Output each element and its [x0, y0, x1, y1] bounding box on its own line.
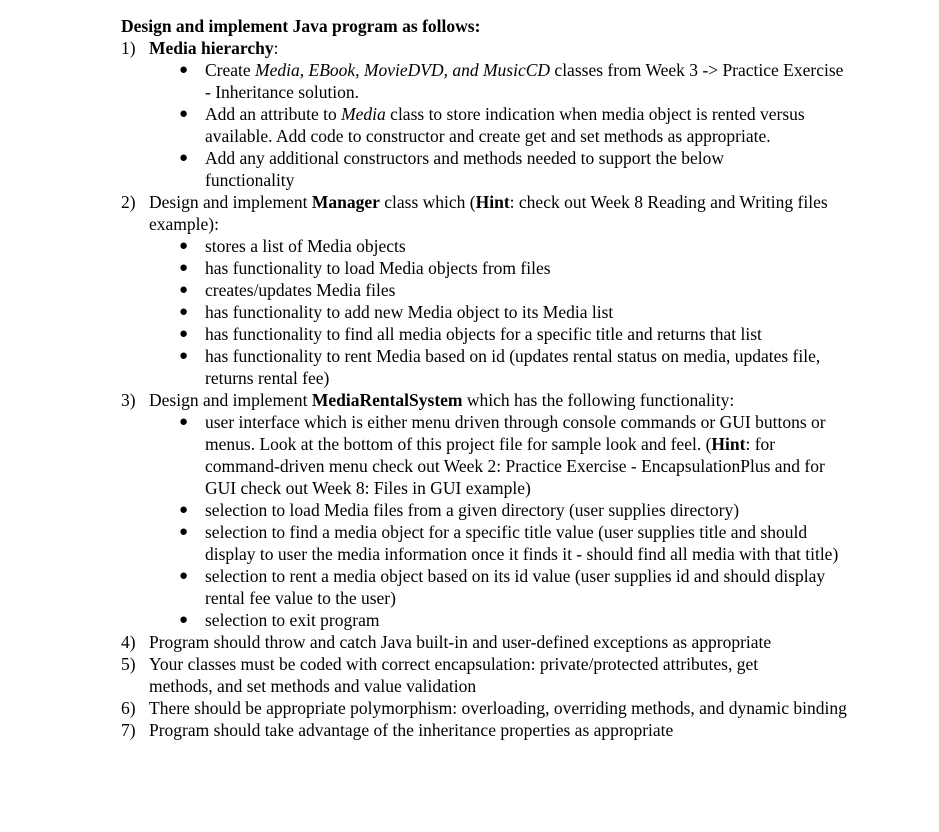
requirement-item-2: 2) Design and implement Manager class which (Hint: check out Week 8 Reading and Writing files example): ● stores a list of Media objects ● has functionality to load Media objects from files ● creates/updates Media files ● has functionality to add new Media object to its Media list ● has functionality to find all media objects for a specific title and returns that list ● has functionality to rent Media based on id (updates rental status on media, updates file, returns rental fee) — [121, 191, 921, 389]
list-item: ● Add any additional constructors and methods needed to support the below functionality — [179, 148, 725, 190]
list-item: ● selection to load Media files from a given directory (user supplies directory) — [179, 500, 740, 520]
requirement-item-6: 6) There should be appropriate polymorphism: overloading, overriding methods, and dynamic binding — [121, 698, 847, 718]
requirement-item-7: 7) Program should take advantage of the inheritance properties as appropriate — [121, 720, 674, 740]
class-name: MediaRentalSystem — [311, 390, 463, 410]
bullet-icon: ● — [179, 304, 189, 320]
item-number: 5) — [121, 654, 136, 674]
bullet-icon: ● — [179, 282, 189, 298]
item-heading: Media hierarchy — [149, 38, 274, 58]
list-item: ● creates/updates Media files — [179, 280, 396, 300]
document-page — [121, 15, 921, 741]
list-item: ● has functionality to add new Media object to its Media list — [179, 302, 614, 322]
list-item: ● Create Media, EBook, MovieDVD, and MusicCD classes from Week 3 -> Practice Exercise - Inheritance solution. — [179, 60, 844, 102]
list-item: ● selection to rent a media object based on its id value (user supplies id and should display rental fee value to the user) — [179, 566, 826, 608]
bullet-icon: ● — [179, 612, 189, 628]
class-name: Manager — [311, 192, 380, 212]
requirement-item-5: 5) Your classes must be coded with correct encapsulation: private/protected attributes, get methods, and set methods and value validation — [121, 654, 759, 696]
requirement-item-4: 4) Program should throw and catch Java built-in and user-defined exceptions as appropriate — [121, 632, 772, 652]
bullet-icon: ● — [179, 238, 189, 254]
list-item: ● has functionality to load Media objects from files — [179, 258, 551, 278]
requirement-item-1: 1) Media hierarchy: ● Create Media, EBook, MovieDVD, and MusicCD classes from Week 3 -> Practice Exercise - Inheritance solution. ● Add an attribute to Media class to store indication when media object is rented versus available. Add code to constructor and create get and set methods as appropriate. ● Add any additional constructors and methods needed to support the below functionality — [121, 37, 921, 191]
sub-list — [149, 59, 921, 191]
bullet-icon: ● — [179, 62, 189, 78]
list-item: ● selection to find a media object for a specific title value (user supplies title and should display to user the media information once it finds it - should find all media with that title) — [179, 522, 839, 564]
item-number: 3) — [121, 390, 136, 410]
bullet-icon: ● — [179, 502, 189, 518]
bullet-icon: ● — [179, 150, 189, 166]
sub-list — [149, 411, 921, 631]
bullet-icon: ● — [179, 524, 189, 540]
bullet-icon: ● — [179, 260, 189, 276]
list-item: ● Add an attribute to Media class to store indication when media object is rented versus available. Add code to constructor and create get and set methods as appropriate. — [179, 104, 805, 146]
list-item: ● has functionality to rent Media based on id (updates rental status on media, updates file, returns rental fee) — [179, 346, 821, 388]
item-number: 6) — [121, 698, 136, 718]
bullet-icon: ● — [179, 348, 189, 364]
document-title: Design and implement Java program as follows: — [121, 16, 481, 36]
requirements-list — [121, 37, 921, 741]
item-number: 7) — [121, 720, 136, 740]
list-item: ● user interface which is either menu driven through console commands or GUI buttons or menus. Look at the bottom of this project file for sample look and feel. (Hint: for command-driven menu check out Week 2: Practice Exercise - EncapsulationPlus and for GUI check out Week 8: Files in GUI example) — [179, 412, 826, 498]
list-item: ● stores a list of Media objects — [179, 236, 406, 256]
bullet-icon: ● — [179, 326, 189, 342]
requirement-item-3: 3) Design and implement MediaRentalSystem which has the following functionality: ● user interface which is either menu driven through console commands or GUI buttons or menus. Look at the bottom of this project file for sample look and feel. (Hint: for command-driven menu check out Week 2: Practice Exercise - EncapsulationPlus and for GUI check out Week 8: Files in GUI example) ● selection to load Media files from a given directory (user supplies directory) ● selection to find a media object for a specific title value (user supplies title and should display to user the media information once it finds it - should find all media with that title) ● selection to rent a media object based on its id value (user supplies id and should display rental fee value to the user) ● selection to exit program — [121, 389, 921, 631]
sub-list — [149, 235, 921, 389]
bullet-icon: ● — [179, 568, 189, 584]
hint-label: Hint — [711, 434, 746, 454]
bullet-icon: ● — [179, 106, 189, 122]
list-item: ● has functionality to find all media objects for a specific title and returns that list — [179, 324, 762, 344]
item-number: 2) — [121, 192, 136, 212]
list-item: ● selection to exit program — [179, 610, 380, 630]
item-number: 4) — [121, 632, 136, 652]
item-number: 1) — [121, 38, 136, 58]
hint-label: Hint — [475, 192, 510, 212]
bullet-icon: ● — [179, 414, 189, 430]
